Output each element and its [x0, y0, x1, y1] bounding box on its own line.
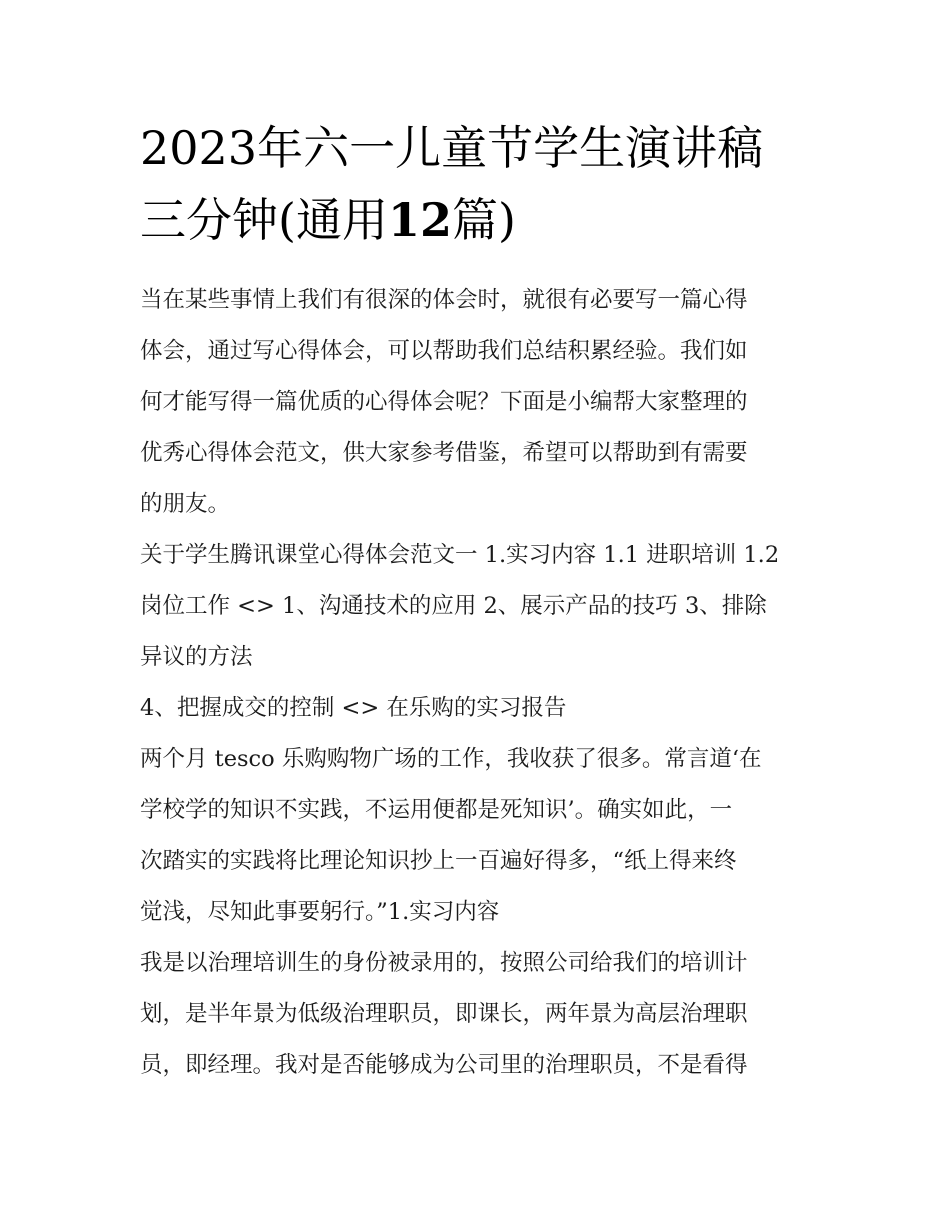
title-line-2-part-a: 三分钟(通用	[140, 193, 388, 247]
text-line: 异议的方法	[140, 644, 253, 670]
paragraph-tesco	[140, 734, 830, 938]
text-line: 学校学的知识不实践，不运用便都是死知识’。确实如此，一	[140, 797, 733, 823]
text-line: 员，即经理。我对是否能够成为公司里的治理职员，不是看得	[140, 1052, 748, 1078]
title-line-2-number: 12	[387, 193, 452, 247]
text-line: 优秀心得体会范文，供大家参考借鉴，希望可以帮助到有需要	[140, 440, 748, 466]
text-line: 关于学生腾讯课堂心得体会范文一 1.实习内容 1.1 进职培训 1.2	[140, 542, 780, 568]
text-line: 何才能写得一篇优质的心得体会呢？下面是小编帮大家整理的	[140, 389, 748, 415]
paragraph-outline	[140, 530, 830, 683]
text-line: 岗位工作 <> 1、沟通技术的应用 2、展示产品的技巧 3、排除	[140, 593, 767, 619]
text-line: 体会，通过写心得体会，可以帮助我们总结积累经验。我们如	[140, 338, 748, 364]
title-line-2-part-c: 篇)	[451, 193, 516, 247]
paragraph-intro	[140, 275, 830, 530]
document-title	[140, 112, 820, 256]
text-line: 我是以治理培训生的身份被录用的，按照公司给我们的培训计	[140, 950, 748, 976]
text-line: 的朋友。	[140, 491, 231, 517]
text-line: 4、把握成交的控制 <> 在乐购的实习报告	[140, 695, 567, 721]
paragraph-training	[140, 938, 830, 1091]
title-line-2	[140, 184, 820, 256]
text-line: 当在某些事情上我们有很深的体会时，就很有必要写一篇心得	[140, 287, 748, 313]
text-line: 次踏实的实践将比理论知识抄上一百遍好得多，“纸上得来终	[140, 848, 737, 874]
text-line: 觉浅，尽知此事要躬行。”1.实习内容	[140, 899, 500, 925]
paragraph-outline-continued	[140, 683, 830, 734]
document-body	[140, 275, 830, 1091]
text-line: 两个月 tesco 乐购购物广场的工作，我收获了很多。常言道‘在	[140, 746, 762, 772]
title-line-1: 2023年六一儿童节学生演讲稿	[140, 121, 764, 175]
text-line: 划，是半年景为低级治理职员，即课长，两年景为高层治理职	[140, 1001, 748, 1027]
